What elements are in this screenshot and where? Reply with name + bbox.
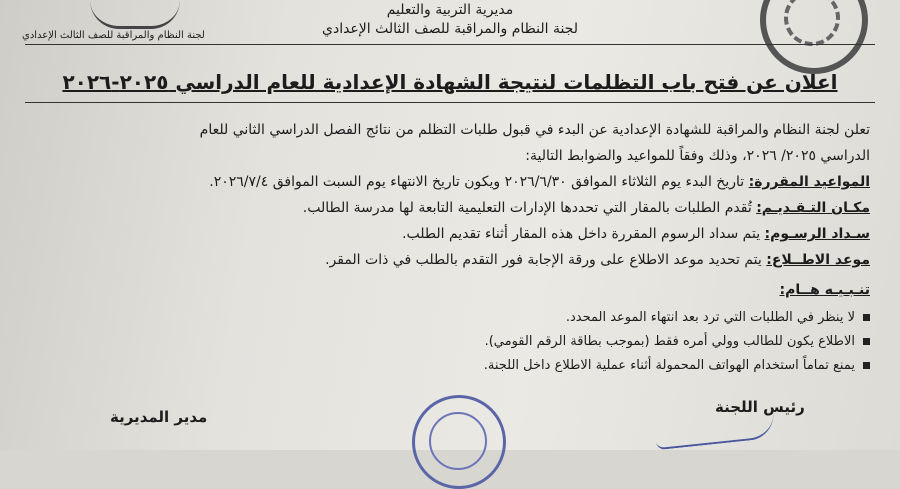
committee-name: لجنة النظام والمراقبة للصف الثالث الإعدادي: [322, 21, 578, 37]
row-text: يتم سداد الرسوم المقررة داخل هذه المقار أثناء تقديم الطلب.: [402, 226, 765, 242]
notice-item: [50, 358, 870, 373]
row-label: مكـان التـقـديـم:: [756, 200, 870, 216]
row-fees: [30, 226, 870, 242]
row-text: تاريخ البدء يوم الثلاثاء الموافق ٢٠٢٦/٦/٣٠ ويكون تاريخ الانتهاء يوم السبت الموافق ٢٠٢٦/٧/٤.: [209, 174, 749, 190]
notice-item-text: لا ينظر في الطلبات التي ترد بعد انتهاء الموعد المحدد.: [565, 310, 855, 325]
notice-item-text: يمنع تماماً استخدام الهواتف المحمولة أثناء عملية الاطلاع داخل اللجنة.: [483, 358, 855, 373]
row-text: تُقدم الطلبات بالمقار التي تحددها الإدارات التعليمية التابعة لها مدرسة الطالب.: [302, 200, 757, 216]
row-text: يتم تحديد موعد الاطلاع على ورقة الإجابة فور التقدم بالطلب في ذات المقر.: [325, 252, 767, 268]
notice-heading: [30, 282, 870, 298]
row-label: المواعيد المقررة:: [748, 174, 870, 190]
row-label: سـداد الرسـوم:: [764, 226, 870, 242]
committee-head-signature-label: رئيس اللجنة: [715, 398, 805, 416]
director-signature-label: مدير المديرية: [110, 408, 208, 426]
row-review: [30, 252, 870, 268]
logo-caption: لجنة النظام والمراقبة للصف الثالث الإعدادي: [22, 30, 205, 41]
row-dates: [30, 174, 870, 190]
notice-heading-text: تنـبـيـه هــام:: [779, 282, 870, 298]
announcement-title: اعلان عن فتح باب التظلمات لنتيجة الشهادة الإعدادية للعام الدراسي ٢٠٢٥-٢٠٢٦: [62, 70, 838, 94]
directorate-name: مديرية التربية والتعليم: [386, 2, 514, 18]
bullet-icon: [863, 314, 870, 321]
notice-item: [50, 310, 870, 325]
row-label: موعد الاطــلاع:: [766, 252, 870, 268]
bullet-icon: [863, 338, 870, 345]
bullet-icon: [863, 362, 870, 369]
intro-line-1: تعلن لجنة النظام والمراقبة للشهادة الإعدادية عن البدء في قبول طلبات التظلم من نتائج الفصل الدراسي الثاني للعام: [199, 122, 870, 138]
signature-scribble-icon: [654, 412, 776, 450]
title-divider: [25, 102, 875, 103]
notice-item: [50, 334, 870, 349]
header-divider: [25, 44, 875, 45]
notice-item-text: الاطلاع يكون للطالب وولي أمره فقط (بموجب بطاقة الرقم القومي).: [484, 334, 855, 349]
official-stamp-icon: [412, 395, 506, 489]
intro-line-2: الدراسي ٢٠٢٥/ ٢٠٢٦، وذلك وفقاً للمواعيد والضوابط التالية:: [525, 148, 870, 164]
row-place: [30, 200, 870, 216]
